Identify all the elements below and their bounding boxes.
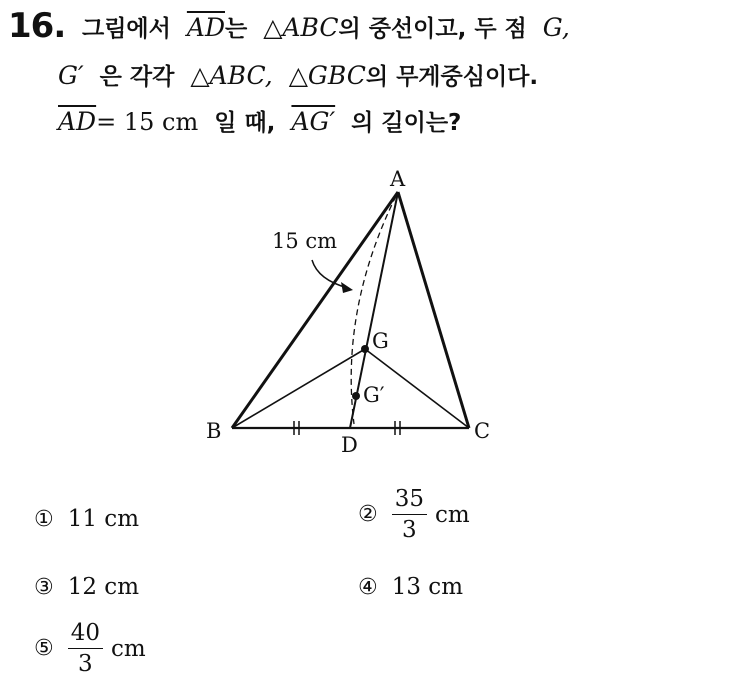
segment-ad: $\overline{AD}$ bbox=[58, 107, 97, 136]
question-line-1 bbox=[82, 12, 570, 45]
choice-mark: ⑤ bbox=[34, 636, 54, 661]
length-value: = 15 cm bbox=[96, 108, 199, 136]
question-text: 일 때, bbox=[214, 110, 276, 136]
denominator: 3 bbox=[78, 651, 93, 677]
point-g-dot bbox=[361, 345, 369, 353]
label-d: D bbox=[341, 433, 358, 457]
numerator: 40 bbox=[68, 618, 103, 649]
question-text: 의 중선이고, 두 점 bbox=[338, 16, 527, 42]
choice-mark: ② bbox=[358, 502, 378, 527]
segment-ag-prime: AG′ bbox=[291, 107, 336, 136]
problem-number: 16. bbox=[8, 6, 66, 46]
triangle-abc: △ABC bbox=[263, 13, 339, 42]
question-line-2 bbox=[58, 60, 538, 93]
question-text: 은 각각 bbox=[99, 64, 175, 90]
arrow-head-icon bbox=[341, 282, 353, 293]
unit: cm bbox=[435, 501, 470, 528]
label-b: B bbox=[206, 419, 222, 443]
choice-5[interactable] bbox=[34, 618, 146, 679]
choice-mark: ③ bbox=[34, 574, 54, 600]
point-g-prime-dot bbox=[352, 392, 360, 400]
choice-4[interactable] bbox=[358, 574, 463, 600]
choice-1[interactable] bbox=[34, 506, 139, 532]
question-text: 의 길이는? bbox=[351, 110, 462, 136]
side-ac bbox=[398, 192, 469, 428]
label-measure: 15 cm bbox=[272, 229, 338, 253]
choice-value: 12 cm bbox=[67, 574, 140, 600]
choice-value: 13 cm bbox=[391, 574, 464, 600]
label-g: G bbox=[372, 329, 389, 353]
triangle-figure bbox=[190, 160, 520, 460]
label-g-prime: G′ bbox=[363, 383, 385, 407]
triangle-abc: △ABC, bbox=[190, 61, 273, 90]
numerator: 35 bbox=[392, 484, 427, 515]
question-line-3 bbox=[58, 106, 461, 139]
denominator: 3 bbox=[402, 517, 417, 543]
choice-mark: ④ bbox=[358, 574, 378, 600]
triangle-gbc: △GBC bbox=[288, 61, 366, 90]
choice-3[interactable] bbox=[34, 574, 139, 600]
segment-ad: $\overline{AD}$ bbox=[186, 13, 225, 42]
question-text: 그림에서 bbox=[82, 16, 171, 42]
choice-mark: ① bbox=[34, 506, 54, 532]
label-c: C bbox=[474, 419, 491, 443]
fraction bbox=[68, 618, 103, 679]
question-text: 는 bbox=[225, 16, 248, 42]
choice-value: 11 cm bbox=[67, 506, 140, 532]
fraction bbox=[392, 484, 427, 545]
choice-2[interactable] bbox=[358, 484, 470, 545]
unit: cm bbox=[111, 635, 146, 662]
point-g-prime: G′ bbox=[58, 61, 84, 90]
segment-gb bbox=[232, 349, 365, 428]
point-g: G, bbox=[542, 13, 570, 42]
label-a: A bbox=[390, 167, 406, 191]
question-text: 의 무게중심이다. bbox=[365, 64, 539, 90]
